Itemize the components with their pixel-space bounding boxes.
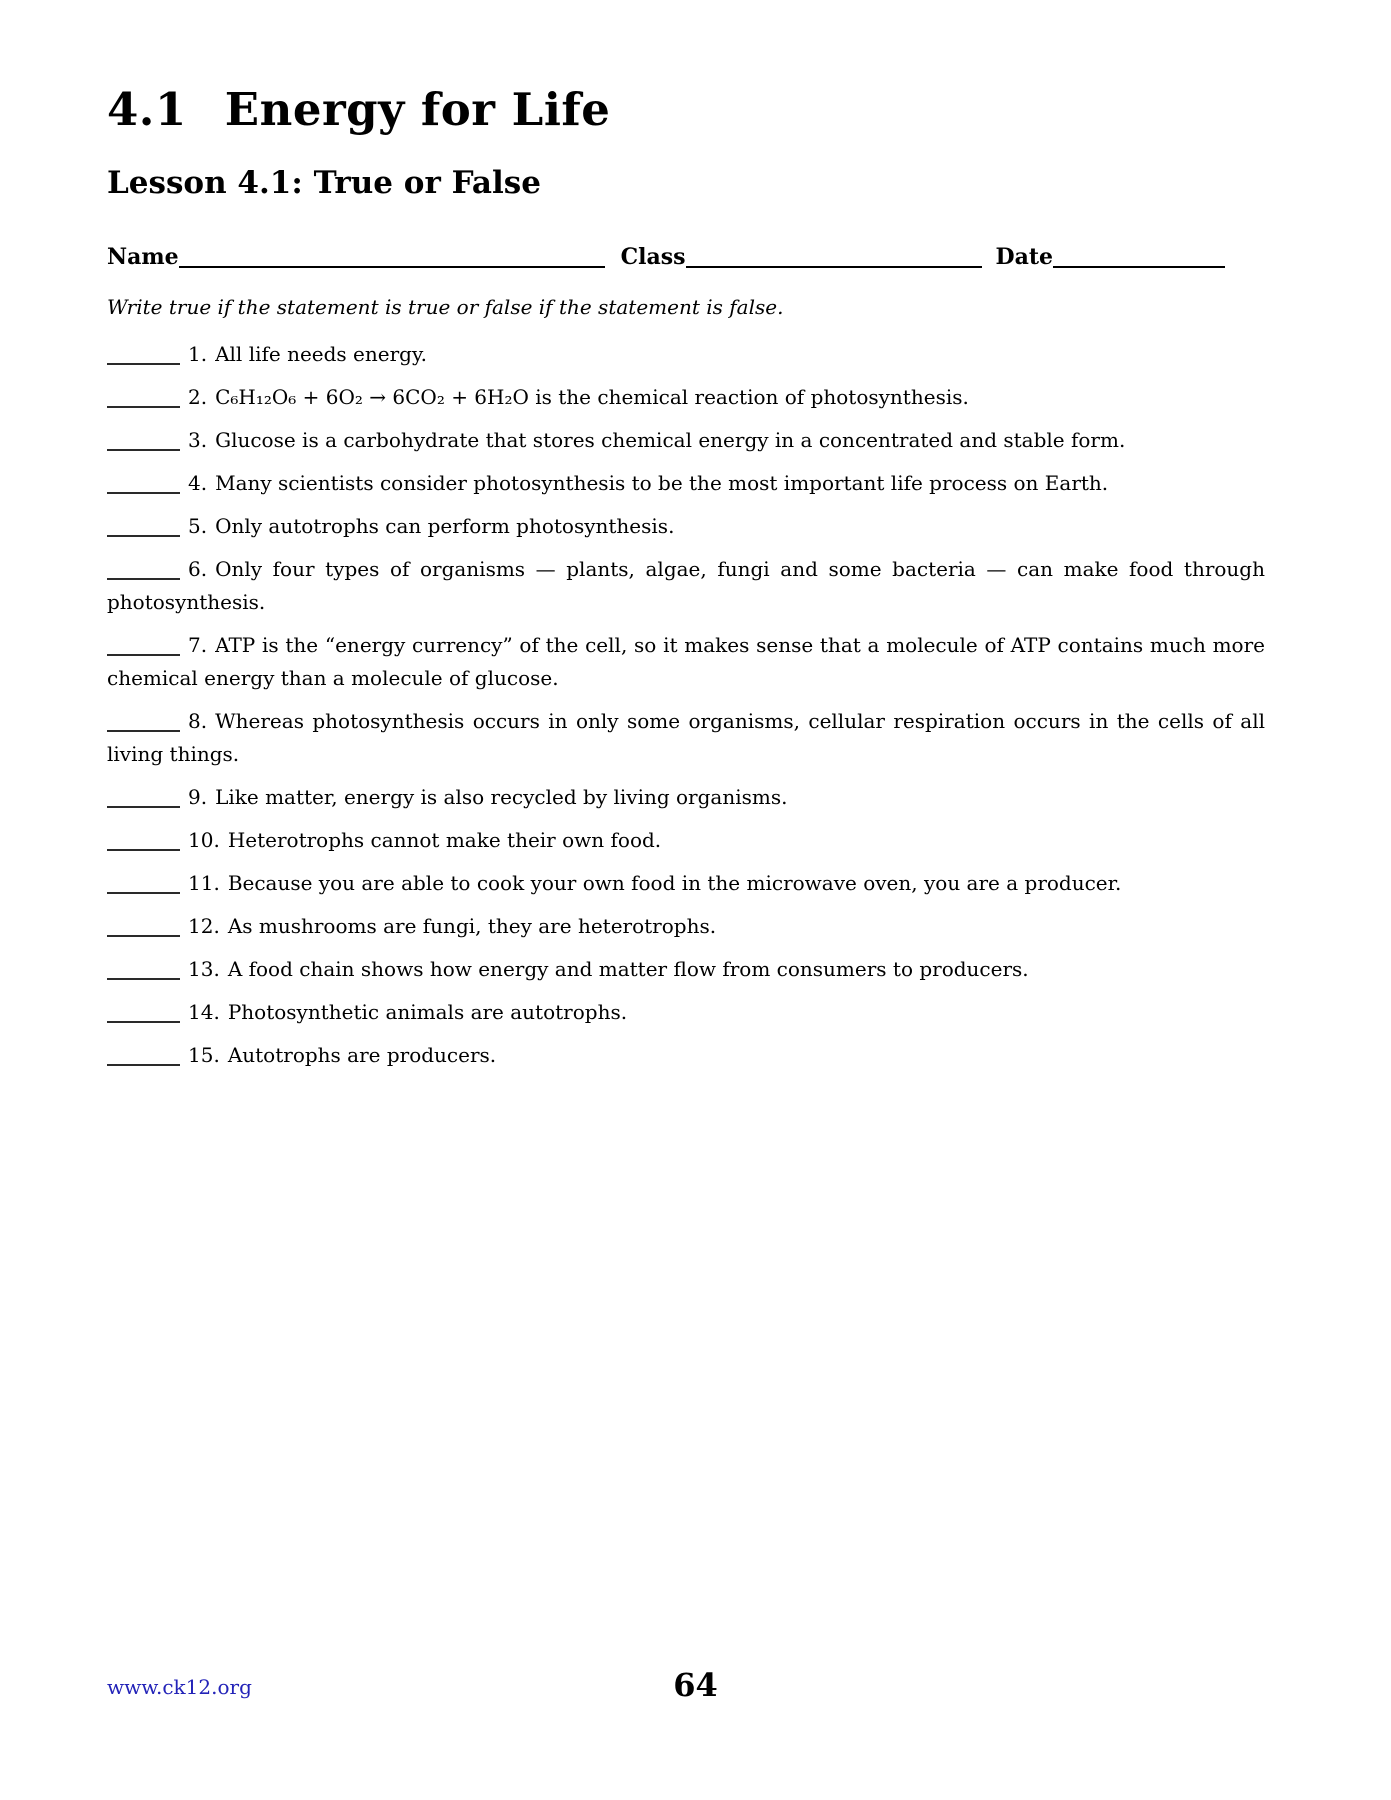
statement-number-15: 15. bbox=[188, 1043, 220, 1067]
statement-text-5: Only autotrophs can perform photosynthesis. bbox=[215, 514, 675, 538]
worksheet-content bbox=[107, 0, 1265, 1082]
statement-row-14 bbox=[107, 996, 1265, 1029]
answer-blank-1 bbox=[107, 361, 180, 365]
statement-number-5: 5. bbox=[188, 514, 208, 538]
statement-row-13 bbox=[107, 953, 1265, 986]
name-label: Name bbox=[107, 244, 179, 270]
answer-blank-5 bbox=[107, 533, 180, 537]
answer-blank-12 bbox=[107, 933, 180, 937]
statement-number-8: 8. bbox=[188, 709, 208, 733]
page-number: 64 bbox=[673, 1666, 718, 1704]
answer-blank-11 bbox=[107, 890, 180, 894]
answer-blank-15 bbox=[107, 1062, 180, 1066]
statement-number-6: 6. bbox=[188, 557, 208, 581]
name-blank-line bbox=[179, 264, 605, 268]
date-blank-line bbox=[1053, 264, 1225, 268]
statement-row-10 bbox=[107, 824, 1265, 857]
lesson-title: Lesson 4.1: True or False bbox=[107, 165, 541, 201]
ck12-website-link[interactable]: www.ck12.org bbox=[107, 1675, 252, 1699]
statement-row-2 bbox=[107, 381, 1265, 414]
statement-text-3: Glucose is a carbohydrate that stores chemical energy in a concentrated and stable form. bbox=[215, 428, 1126, 452]
answer-blank-6 bbox=[107, 576, 180, 580]
answer-blank-9 bbox=[107, 804, 180, 808]
statement-number-7: 7. bbox=[188, 633, 208, 657]
section-title bbox=[107, 84, 1265, 136]
statement-row-4 bbox=[107, 467, 1265, 500]
statement-number-4: 4. bbox=[188, 471, 208, 495]
statement-number-13: 13. bbox=[188, 957, 220, 981]
answer-blank-8 bbox=[107, 728, 180, 732]
statement-row-3 bbox=[107, 424, 1265, 457]
statement-row-1 bbox=[107, 338, 1265, 371]
answer-blank-10 bbox=[107, 847, 180, 851]
statement-text-7: ATP is the “energy currency” of the cell, so it makes sense that a molecule of ATP contains much more chemical energy than a molecule of glucose. bbox=[107, 633, 1265, 690]
statement-text-10: Heterotrophs cannot make their own food. bbox=[227, 828, 662, 852]
section-title-text: Energy for Life bbox=[224, 83, 611, 136]
student-fields-row bbox=[107, 244, 1265, 270]
answer-blank-3 bbox=[107, 447, 180, 451]
date-label: Date bbox=[995, 244, 1054, 270]
statement-text-12: As mushrooms are fungi, they are heterotrophs. bbox=[227, 914, 717, 938]
statement-row-5 bbox=[107, 510, 1265, 543]
statement-text-9: Like matter, energy is also recycled by living organisms. bbox=[215, 785, 788, 809]
statement-text-6: Only four types of organisms — plants, algae, fungi and some bacteria — can make food through photosynthesis. bbox=[107, 557, 1265, 614]
statement-text-8: Whereas photosynthesis occurs in only some organisms, cellular respiration occurs in the cells of all living things. bbox=[107, 709, 1265, 766]
statement-row-12 bbox=[107, 910, 1265, 943]
instruction-text: Write true if the statement is true or false if the statement is false. bbox=[107, 295, 784, 319]
statement-number-2: 2. bbox=[188, 385, 208, 409]
statements-list bbox=[107, 338, 1265, 1072]
class-blank-line bbox=[686, 264, 982, 268]
class-label: Class bbox=[620, 244, 686, 270]
statement-number-1: 1. bbox=[188, 342, 208, 366]
answer-blank-7 bbox=[107, 652, 180, 656]
answer-blank-2 bbox=[107, 404, 180, 408]
statement-text-1: All life needs energy. bbox=[215, 342, 427, 366]
statement-row-11 bbox=[107, 867, 1265, 900]
statement-text-2: C₆H₁₂O₆ + 6O₂ → 6CO₂ + 6H₂O is the chemical reaction of photosynthesis. bbox=[215, 385, 969, 409]
answer-blank-4 bbox=[107, 490, 180, 494]
statement-row-15 bbox=[107, 1039, 1265, 1072]
statement-row-6 bbox=[107, 553, 1265, 619]
statement-text-11: Because you are able to cook your own food in the microwave oven, you are a producer. bbox=[227, 871, 1122, 895]
answer-blank-13 bbox=[107, 976, 180, 980]
statement-text-14: Photosynthetic animals are autotrophs. bbox=[227, 1000, 628, 1024]
statement-row-8 bbox=[107, 705, 1265, 771]
statement-text-4: Many scientists consider photosynthesis to be the most important life process on Earth. bbox=[215, 471, 1109, 495]
statement-number-10: 10. bbox=[188, 828, 220, 852]
statement-number-11: 11. bbox=[188, 871, 220, 895]
answer-blank-14 bbox=[107, 1019, 180, 1023]
statement-number-12: 12. bbox=[188, 914, 220, 938]
statement-row-9 bbox=[107, 781, 1265, 814]
statement-number-9: 9. bbox=[188, 785, 208, 809]
statement-number-3: 3. bbox=[188, 428, 208, 452]
section-number: 4.1 bbox=[107, 83, 187, 136]
statement-text-13: A food chain shows how energy and matter flow from consumers to producers. bbox=[227, 957, 1029, 981]
statement-text-15: Autotrophs are producers. bbox=[227, 1043, 497, 1067]
statement-row-7 bbox=[107, 629, 1265, 695]
statement-number-14: 14. bbox=[188, 1000, 220, 1024]
